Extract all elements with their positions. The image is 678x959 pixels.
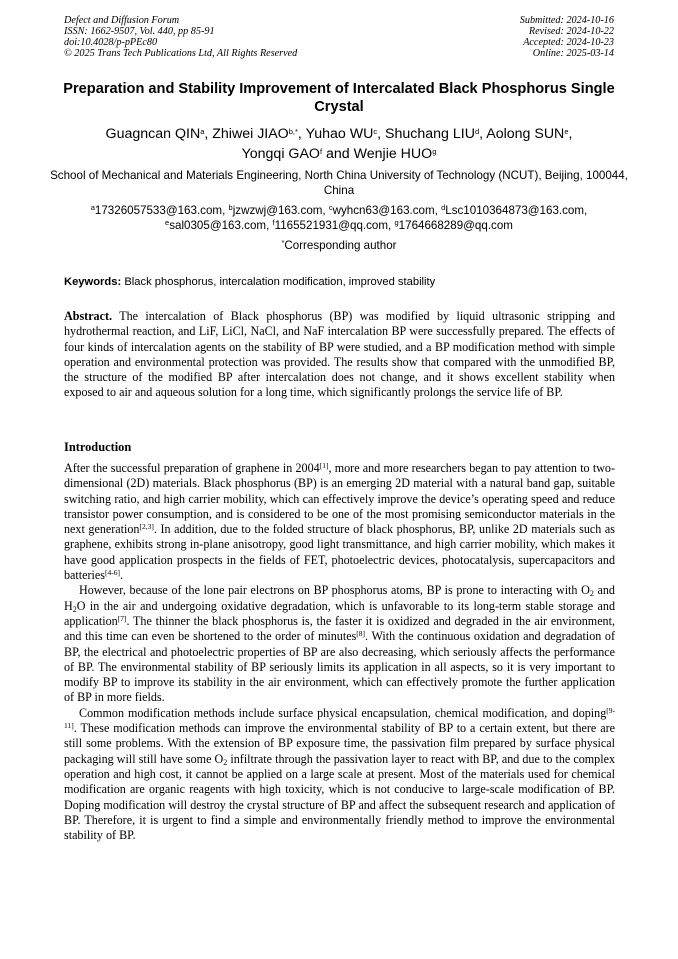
submitted-date: Submitted: 2024-10-16	[519, 15, 614, 26]
abstract	[64, 309, 615, 401]
text-run: After the successful preparation of graphene in 2004	[64, 461, 320, 475]
text-run: . With the continuous oxidation and degradation of BP, the electrical and photoelectric properties of BP are also decreasing, which seriously affects the performance of BP. The environmental stability of BP seriously limits its application in all aspects, so it is very important to modify BP to improve its stability in the air environment, which can effectively promote the further application of BP in more fields.	[64, 629, 615, 705]
email-sup: d	[441, 203, 446, 212]
text-run: infiltrate through the passivation layer to react with BP, and due to the complex operation and high cost, it cannot be applied on a large scale at present. Most of the materials used for chemical modification are organic reagents with high toxicity, which is not conducive to large-scale modification of BP. Doping modification will destroy the crystal structure of BP and affect the subsequent research and application of BP. Therefore, it is urgent to find a simple and environmentally friendly method to improve the environmental stability of BP.	[64, 751, 615, 843]
author-list: Guagncan QIN$^a$, Zhiwei $JIAO^{b,*}$, Yuhao $WU^c$, Shuchang LIU$^d$, Aolong SUN$^e$, Yongqi GAO$^f$ and Wenjie HUO$^g$	[105, 126, 573, 162]
abstract-text: The intercalation of Black phosphorus (BP) was modified by liquid ultrasonic stripping and hydrothermal reaction, and LiF, LiCl, NaCl, and NaF intercalation BP were successfully prepared. The effects of four kinds of intercalation agents on the stability of BP were studied, and a BP modification method with simple operation and environmental protection was provided. The results show that compared with the unmodified BP, the structure of the modified BP after intercalation does not change, and it shows excellent stability when exposed to air and aqueous solution for a long time, which significantly prolongs the service life of BP.	[64, 309, 616, 400]
online-date: Online: 2025-03-14	[532, 48, 614, 59]
paper-title: Preparation and Stability Improvement of Intercalated Black Phosphorus Single Crystal	[63, 81, 615, 115]
corresponding-text: Corresponding author	[284, 239, 397, 252]
text-run: and H	[64, 583, 615, 613]
text-run: O in the air and undergoing oxidative degradation, which is unfavorable to its long-term stable storage and application	[64, 598, 615, 628]
author-sup: f	[319, 147, 323, 156]
affiliation: School of Mechanical and Materials Engineering, North China University of Technology (NCUT), Beijing, 100044, China	[50, 169, 628, 197]
author-name: Yongqi GAO	[241, 146, 320, 162]
author-sup: g	[432, 147, 437, 156]
text-run: .	[119, 568, 123, 583]
publication-dates	[520, 15, 614, 59]
author-sup: a	[200, 127, 205, 136]
email-sup: b	[228, 203, 233, 212]
citation[interactable]: [1]	[319, 461, 329, 470]
paragraph	[64, 461, 615, 583]
email-sup: c	[328, 203, 333, 212]
author-name: Guagncan QIN	[105, 126, 201, 142]
citation[interactable]: [7]	[117, 613, 127, 623]
journal-name: Defect and Diffusion Forum	[64, 15, 180, 26]
subscript: 2	[589, 589, 594, 599]
keywords	[64, 275, 615, 290]
revised-date: Revised: 2024-10-22	[528, 26, 614, 37]
text-run: . The thinner the black phosphorus is, the faster it is oxidized and degraded in the air environment, and this time can even be shortened to the order of minutes	[64, 613, 615, 644]
paragraph	[64, 706, 615, 844]
text-run: . These modification methods can improve the environmental stability of BP to a certain extent, but there are still some problems. With the extension of BP exposure time, the passivation film prepared by surface physical packaging will still have some O	[64, 721, 615, 766]
author-name: Yuhao WU	[305, 126, 374, 142]
citation[interactable]: [9-11]	[64, 705, 615, 731]
text-run: . In addition, due to the folded structure of black phosphorus, BP, unlike 2D materials such as graphene, exhibits strong in-plane anisotropy, good light transmittance, and high carrier mobility, which makes it have good application prospects in the fields of FET, photoelectric devices, photocatalysis, supercapacitors and batteries	[64, 522, 615, 583]
issn: ISSN: 1662-9507, Vol. 440, pp 85-91	[64, 26, 215, 37]
citation[interactable]: [2,3]	[139, 522, 154, 532]
author-sup: c	[373, 127, 378, 136]
email-sup: g	[394, 218, 399, 227]
subscript: 2	[72, 604, 77, 614]
doi: doi:10.4028/p-pPEc80	[64, 37, 158, 48]
author-name: Aolong SUN	[486, 126, 565, 142]
abstract-label: Abstract.	[64, 309, 113, 323]
author-emails	[40, 203, 638, 233]
author-sup: d	[474, 127, 480, 136]
introduction-body	[64, 461, 615, 843]
paragraph	[64, 583, 615, 705]
author-sup: e	[564, 127, 569, 136]
email-sup: e	[165, 218, 170, 227]
email-link[interactable]: 1165521931@qq.com,	[274, 219, 392, 232]
author-conjunction: and	[326, 146, 350, 162]
author-name: Wenjie HUO	[353, 146, 433, 162]
section-heading-introduction: Introduction	[64, 440, 132, 454]
subscript: 2	[223, 757, 228, 767]
author-name: Shuchang LIU	[385, 126, 475, 142]
copyright: © 2025 Trans Tech Publications Ltd, All Rights Reserved	[64, 48, 298, 59]
author-sup: b,*	[288, 127, 298, 136]
citation[interactable]: [8]	[356, 629, 366, 639]
email-link[interactable]: wyhcn63@163.com,	[332, 204, 438, 217]
author-name: Zhiwei JIAO	[212, 126, 289, 142]
email-link[interactable]: sal0305@163.com,	[169, 219, 270, 232]
email-link[interactable]: Lsc1010364873@163.com,	[445, 204, 588, 217]
email-link[interactable]: 17326057533@163.com,	[94, 204, 226, 217]
email-sup: a	[90, 203, 95, 212]
email-link[interactable]: jzwzwj@163.com,	[232, 204, 326, 217]
email-sup: f	[272, 218, 275, 227]
keywords-label: Keywords:	[64, 276, 122, 288]
text-run: However, because of the lone pair electrons on BP phosphorus atoms, BP is prone to interacting with O	[79, 583, 590, 598]
keywords-text: Black phosphorus, intercalation modification, improved stability	[124, 276, 436, 288]
text-run: , more and more researchers began to pay attention to two-dimensional (2D) materials. Black phosphorus (BP) is an emerging 2D material with a natural band gap, suitable switching ratio, and high carrier mobility, which can effectively improve the device’s operating speed and reduce transistor power consumption, and is considered to be one of the most promising semiconductor materials in the next generation	[64, 461, 616, 537]
corresponding-author-note	[50, 238, 628, 253]
corresponding-star: *	[281, 238, 285, 247]
journal-info	[64, 15, 297, 59]
citation[interactable]: [4-6]	[104, 568, 120, 578]
email-link[interactable]: 1764668289@qq.com	[398, 219, 513, 232]
accepted-date: Accepted: 2024-10-23	[523, 37, 614, 48]
text-run: Common modification methods include surface physical encapsulation, chemical modification, and doping	[79, 705, 607, 720]
